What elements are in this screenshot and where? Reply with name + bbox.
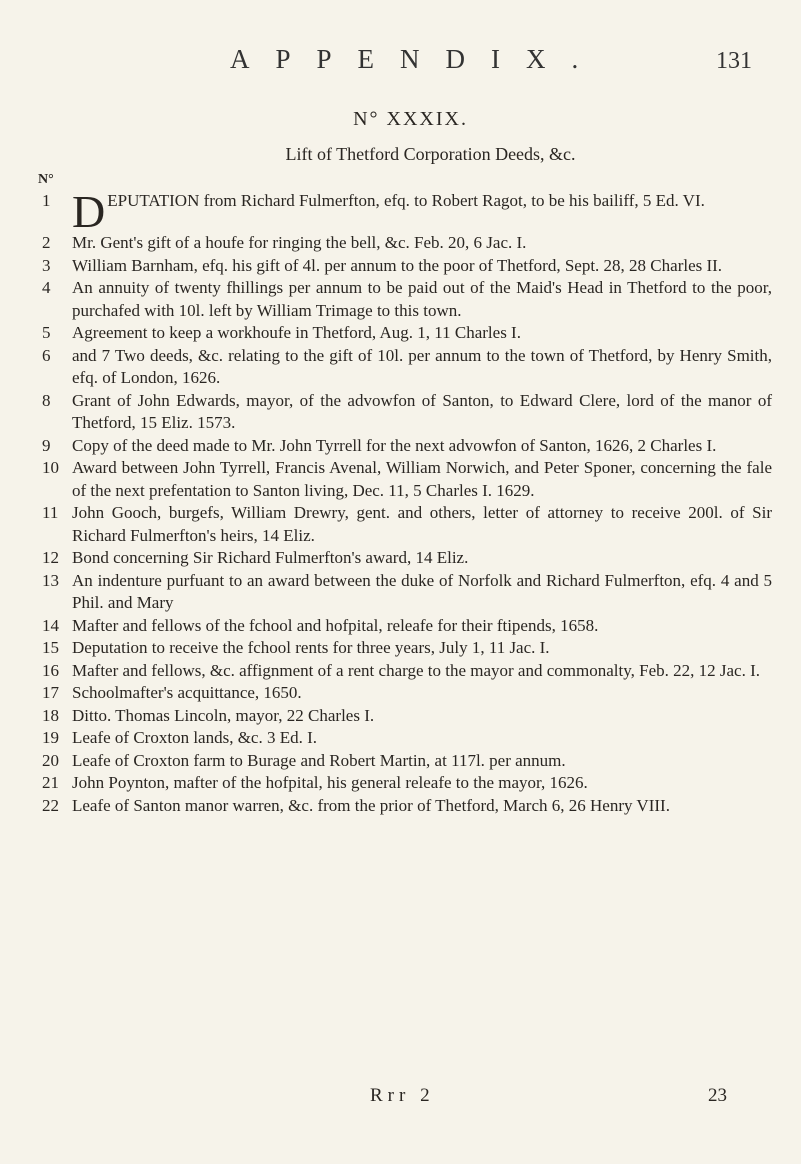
list-item	[42, 232, 772, 255]
list-item	[42, 705, 772, 728]
entry-text: Agreement to keep a workhoufe in Thetford, Aug. 1, 11 Charles I.	[72, 323, 521, 342]
list-item	[42, 570, 772, 615]
entry-text: An indenture purfuant to an award between the duke of Norfolk and Richard Fulmerfton, efq. 4 and 5 Phil. and Mary	[72, 570, 772, 612]
list-item	[42, 390, 772, 435]
list-item	[42, 457, 772, 502]
entry-number: 16	[42, 660, 59, 680]
list-item	[42, 435, 772, 458]
entry-text: William Barnham, efq. his gift of 4l. per annum to the poor of Thetford, Sept. 28, 28 Charles II.	[72, 255, 723, 275]
entry-number: 14	[42, 615, 59, 635]
list-item	[42, 637, 772, 660]
entry-number: 4	[42, 278, 51, 297]
page-number: 131	[716, 48, 752, 74]
entry-text: An annuity of twenty fhillings per annum to be paid out of the Maid's Head in Thetford to the poor, purchafed with 10l. left by William Trimage to this town.	[72, 278, 772, 320]
entry-text: Deputation to receive the fchool rents for three years, July 1, 11 Jac. I.	[72, 638, 550, 657]
entry-number: 22	[42, 795, 59, 815]
list-item	[42, 322, 772, 345]
entry-text: Mafter and fellows of the fchool and hofpital, releafe for their ftipends, 1658.	[72, 615, 599, 635]
entry-number: 18	[42, 705, 59, 725]
entry-number: 20	[42, 750, 59, 770]
entry-text: Ditto. Thomas Lincoln, mayor, 22 Charles I.	[72, 705, 375, 725]
entry-text: Bond concerning Sir Richard Fulmerfton's award, 14 Eliz.	[72, 548, 469, 567]
list-item	[42, 186, 772, 237]
entry-text	[72, 186, 772, 237]
entry-number: 19	[42, 728, 59, 747]
entry-number: 17	[42, 683, 59, 702]
section-number: N° XXXIX.	[353, 108, 468, 130]
list-item	[42, 727, 772, 750]
list-item	[42, 772, 772, 795]
list-item	[42, 255, 772, 278]
entry-number: 13	[42, 570, 59, 590]
entry-number: 1	[42, 191, 51, 210]
entry-text: Grant of John Edwards, mayor, of the advowfon of Santon, to Edward Clere, lord of the manor of Thetford, 15 Eliz. 1573.	[72, 390, 772, 432]
entry-number: 5	[42, 323, 51, 342]
drop-cap: D	[72, 186, 106, 237]
entry-text: Copy of the deed made to Mr. John Tyrrell for the next advowfon of Santon, 1626, 2 Charles I.	[72, 435, 717, 455]
running-head: APPENDIX.	[230, 44, 605, 74]
list-title: Lift of Thetford Corporation Deeds, &c.	[285, 144, 576, 164]
entry-number: 6	[42, 345, 51, 365]
entry-number: 2	[42, 233, 51, 252]
entry-text: Schoolmafter's acquittance, 1650.	[72, 683, 302, 702]
list-item	[42, 750, 772, 773]
entry-text: and 7 Two deeds, &c. relating to the gift of 10l. per annum to the town of Thetford, by Henry Smith, efq. of London, 1626.	[72, 345, 772, 387]
list-item	[42, 682, 772, 705]
list-item	[42, 345, 772, 390]
list-item	[42, 615, 772, 638]
list-item	[42, 660, 772, 683]
list-item	[42, 502, 772, 547]
entry-text: Award between John Tyrrell, Francis Avenal, William Norwich, and Peter Sponer, concerning the fale of the next prefentation to Santon living, Dec. 11, 5 Charles I. 1629.	[72, 458, 772, 500]
entry-number: 12	[42, 548, 59, 567]
entry-body: EPUTATION from Richard Fulmerfton, efq. to Robert Ragot, to be his bailiff, 5 Ed. VI.	[107, 191, 705, 210]
list-item	[42, 277, 772, 322]
entry-number: 21	[42, 773, 59, 792]
entry-text: John Gooch, burgefs, William Drewry, gent. and others, letter of attorney to receive 200l. of Sir Richard Fulmerfton's heirs, 14 Eliz.	[72, 503, 772, 545]
entry-number: 8	[42, 390, 51, 410]
entry-text: Leafe of Croxton farm to Burage and Robert Martin, at 117l. per annum.	[72, 750, 566, 770]
entry-number: 10	[42, 458, 59, 477]
entry-number: 3	[42, 255, 51, 275]
entry-text: Mafter and fellows, &c. affignment of a rent charge to the mayor and commonalty, Feb. 22, 12 Jac. I.	[72, 660, 760, 680]
entry-text: Leafe of Santon manor warren, &c. from the prior of Thetford, March 6, 26 Henry VIII.	[72, 795, 670, 815]
entry-text: Mr. Gent's gift of a houfe for ringing the bell, &c. Feb. 20, 6 Jac. I.	[72, 233, 527, 252]
signature-mark: Rrr 2	[370, 1085, 435, 1106]
catchword: 23	[708, 1085, 727, 1106]
deed-list	[42, 186, 772, 817]
entry-number: 9	[42, 435, 51, 455]
entry-text: Leafe of Croxton lands, &c. 3 Ed. I.	[72, 728, 318, 747]
entry-text: John Poynton, mafter of the hofpital, his general releafe to the mayor, 1626.	[72, 773, 588, 792]
entry-number: 11	[42, 503, 59, 522]
list-item	[42, 547, 772, 570]
list-item	[42, 795, 772, 818]
entry-number: 15	[42, 638, 59, 657]
number-column-label: N°	[38, 172, 54, 187]
